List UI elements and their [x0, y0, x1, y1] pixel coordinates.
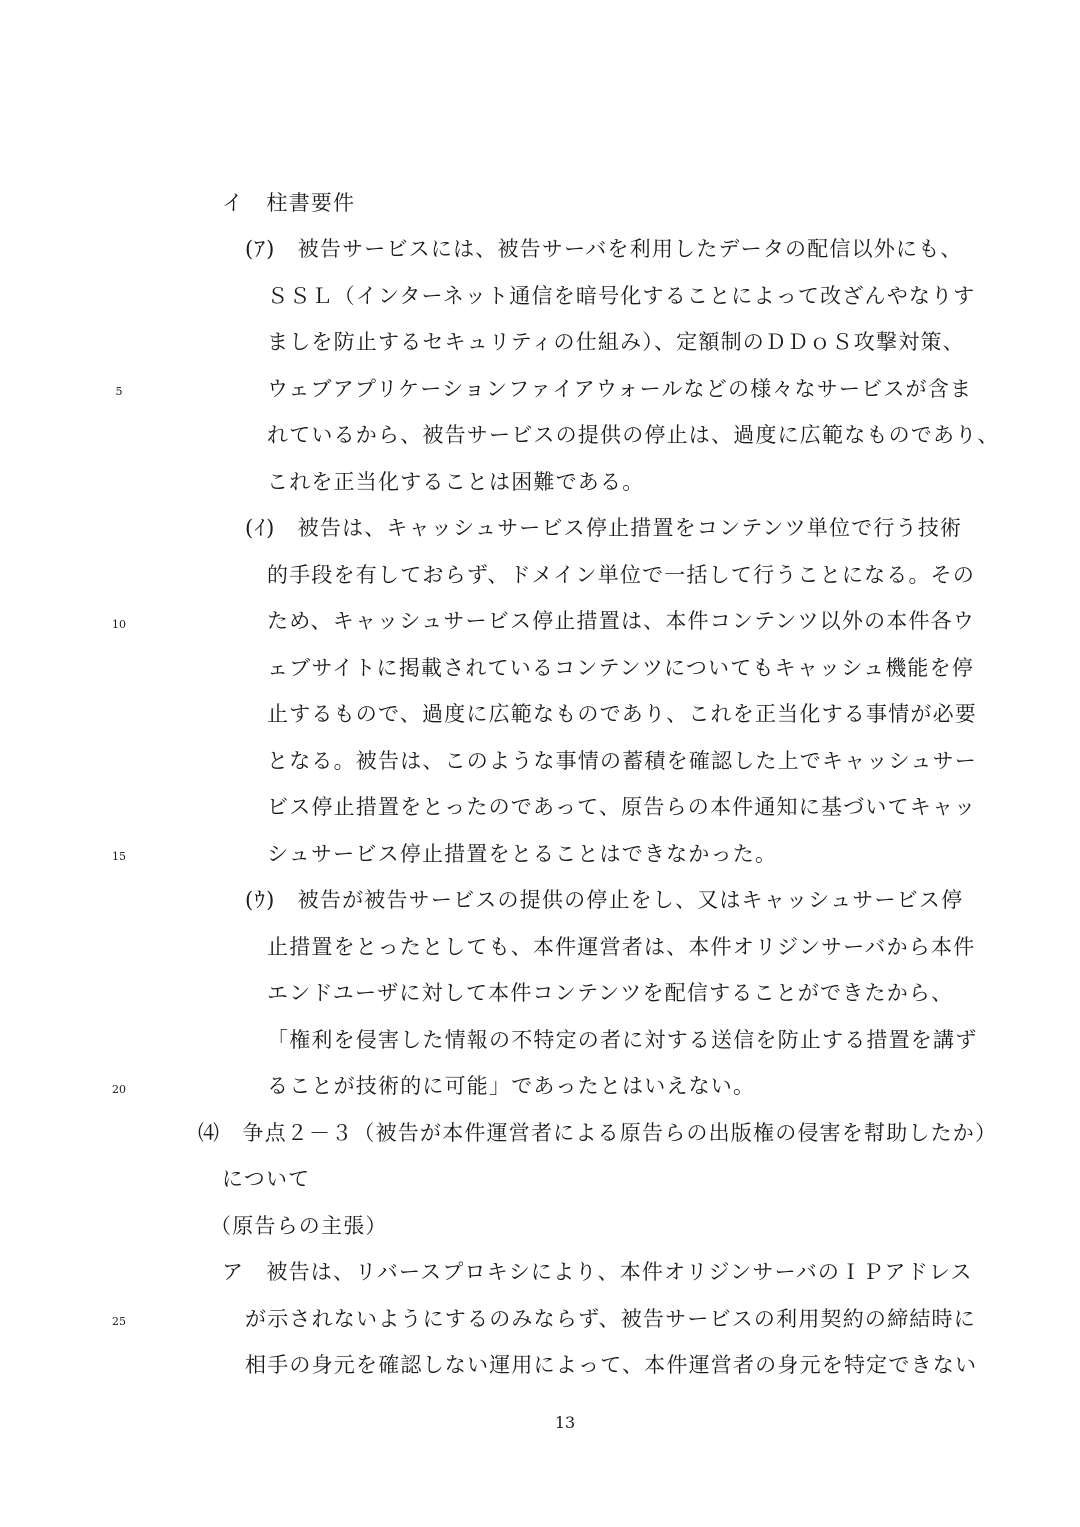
line-number: 20 — [112, 1083, 126, 1096]
text-line: ビス停止措置をとったのであって、原告らの本件通知に基づいてキャッ — [267, 795, 977, 819]
text-line: となる。被告は、このような事情の蓄積を確認した上でキャッシュサー — [267, 749, 977, 773]
text-line: エンドユーザに対して本件コンテンツを配信することができたから、 — [267, 981, 954, 1005]
page-number: 13 — [554, 1413, 576, 1432]
text-line: 「権利を侵害した情報の不特定の者に対する送信を防止する措置を講ず — [267, 1028, 978, 1052]
heading-i: イ 柱書要件 — [222, 191, 356, 215]
text-line: ェブサイトに掲載されているコンテンツについてもキャッシュ機能を停 — [267, 656, 975, 680]
text-line: ＳＳＬ（インターネット通信を暗号化することによって改ざんやなりす — [267, 284, 976, 308]
text-line: ア 被告は、リバースプロキシにより、本件オリジンサーバのＩＰアドレス — [222, 1260, 973, 1284]
subheading: （原告らの主張） — [210, 1214, 388, 1238]
text-line: が示されないようにするのみならず、被告サービスの利用契約の締結時に — [245, 1307, 976, 1331]
line-number: 5 — [115, 385, 123, 398]
text-line: れているから、被告サービスの提供の停止は、過度に広範なものであり、 — [267, 423, 1000, 447]
text-line: 的手段を有しておらず、ドメイン単位で一括して行うことになる。その — [267, 563, 976, 587]
text-line: ることが技術的に可能」であったとはいえない。 — [267, 1074, 756, 1098]
text-line: (ｳ) 被告が被告サービスの提供の停止をし、又はキャッシュサービス停 — [245, 888, 964, 912]
text-line: (ｲ) 被告は、キャッシュサービス停止措置をコンテンツ単位で行う技術 — [245, 516, 963, 540]
text-line: ウェブアプリケーションファイアウォールなどの様々なサービスが含ま — [267, 377, 973, 401]
text-line: 相手の身元を確認しない運用によって、本件運営者の身元を特定できない — [245, 1353, 978, 1377]
text-line: ましを防止するセキュリティの仕組み）、定額制のＤＤｏＳ攻撃対策、 — [267, 330, 965, 354]
line-number: 25 — [112, 1315, 126, 1328]
line-number: 15 — [112, 850, 126, 863]
text-line: これを正当化することは困難である。 — [267, 470, 645, 494]
text-line: について — [222, 1167, 311, 1191]
text-line: (ｱ) 被告サービスには、被告サーバを利用したデータの配信以外にも、 — [245, 237, 963, 261]
section-heading: ⑷ 争点２－３（被告が本件運営者による原告らの出版権の侵害を幇助したか） — [198, 1121, 998, 1145]
text-line: シュサービス停止措置をとることはできなかった。 — [267, 842, 778, 866]
text-line: 止するもので、過度に広範なものであり、これを正当化する事情が必要 — [267, 702, 977, 726]
line-number: 10 — [112, 618, 126, 631]
text-line: 止措置をとったとしても、本件運営者は、本件オリジンサーバから本件 — [267, 935, 976, 959]
text-line: ため、キャッシュサービス停止措置は、本件コンテンツ以外の本件各ウ — [267, 609, 976, 633]
